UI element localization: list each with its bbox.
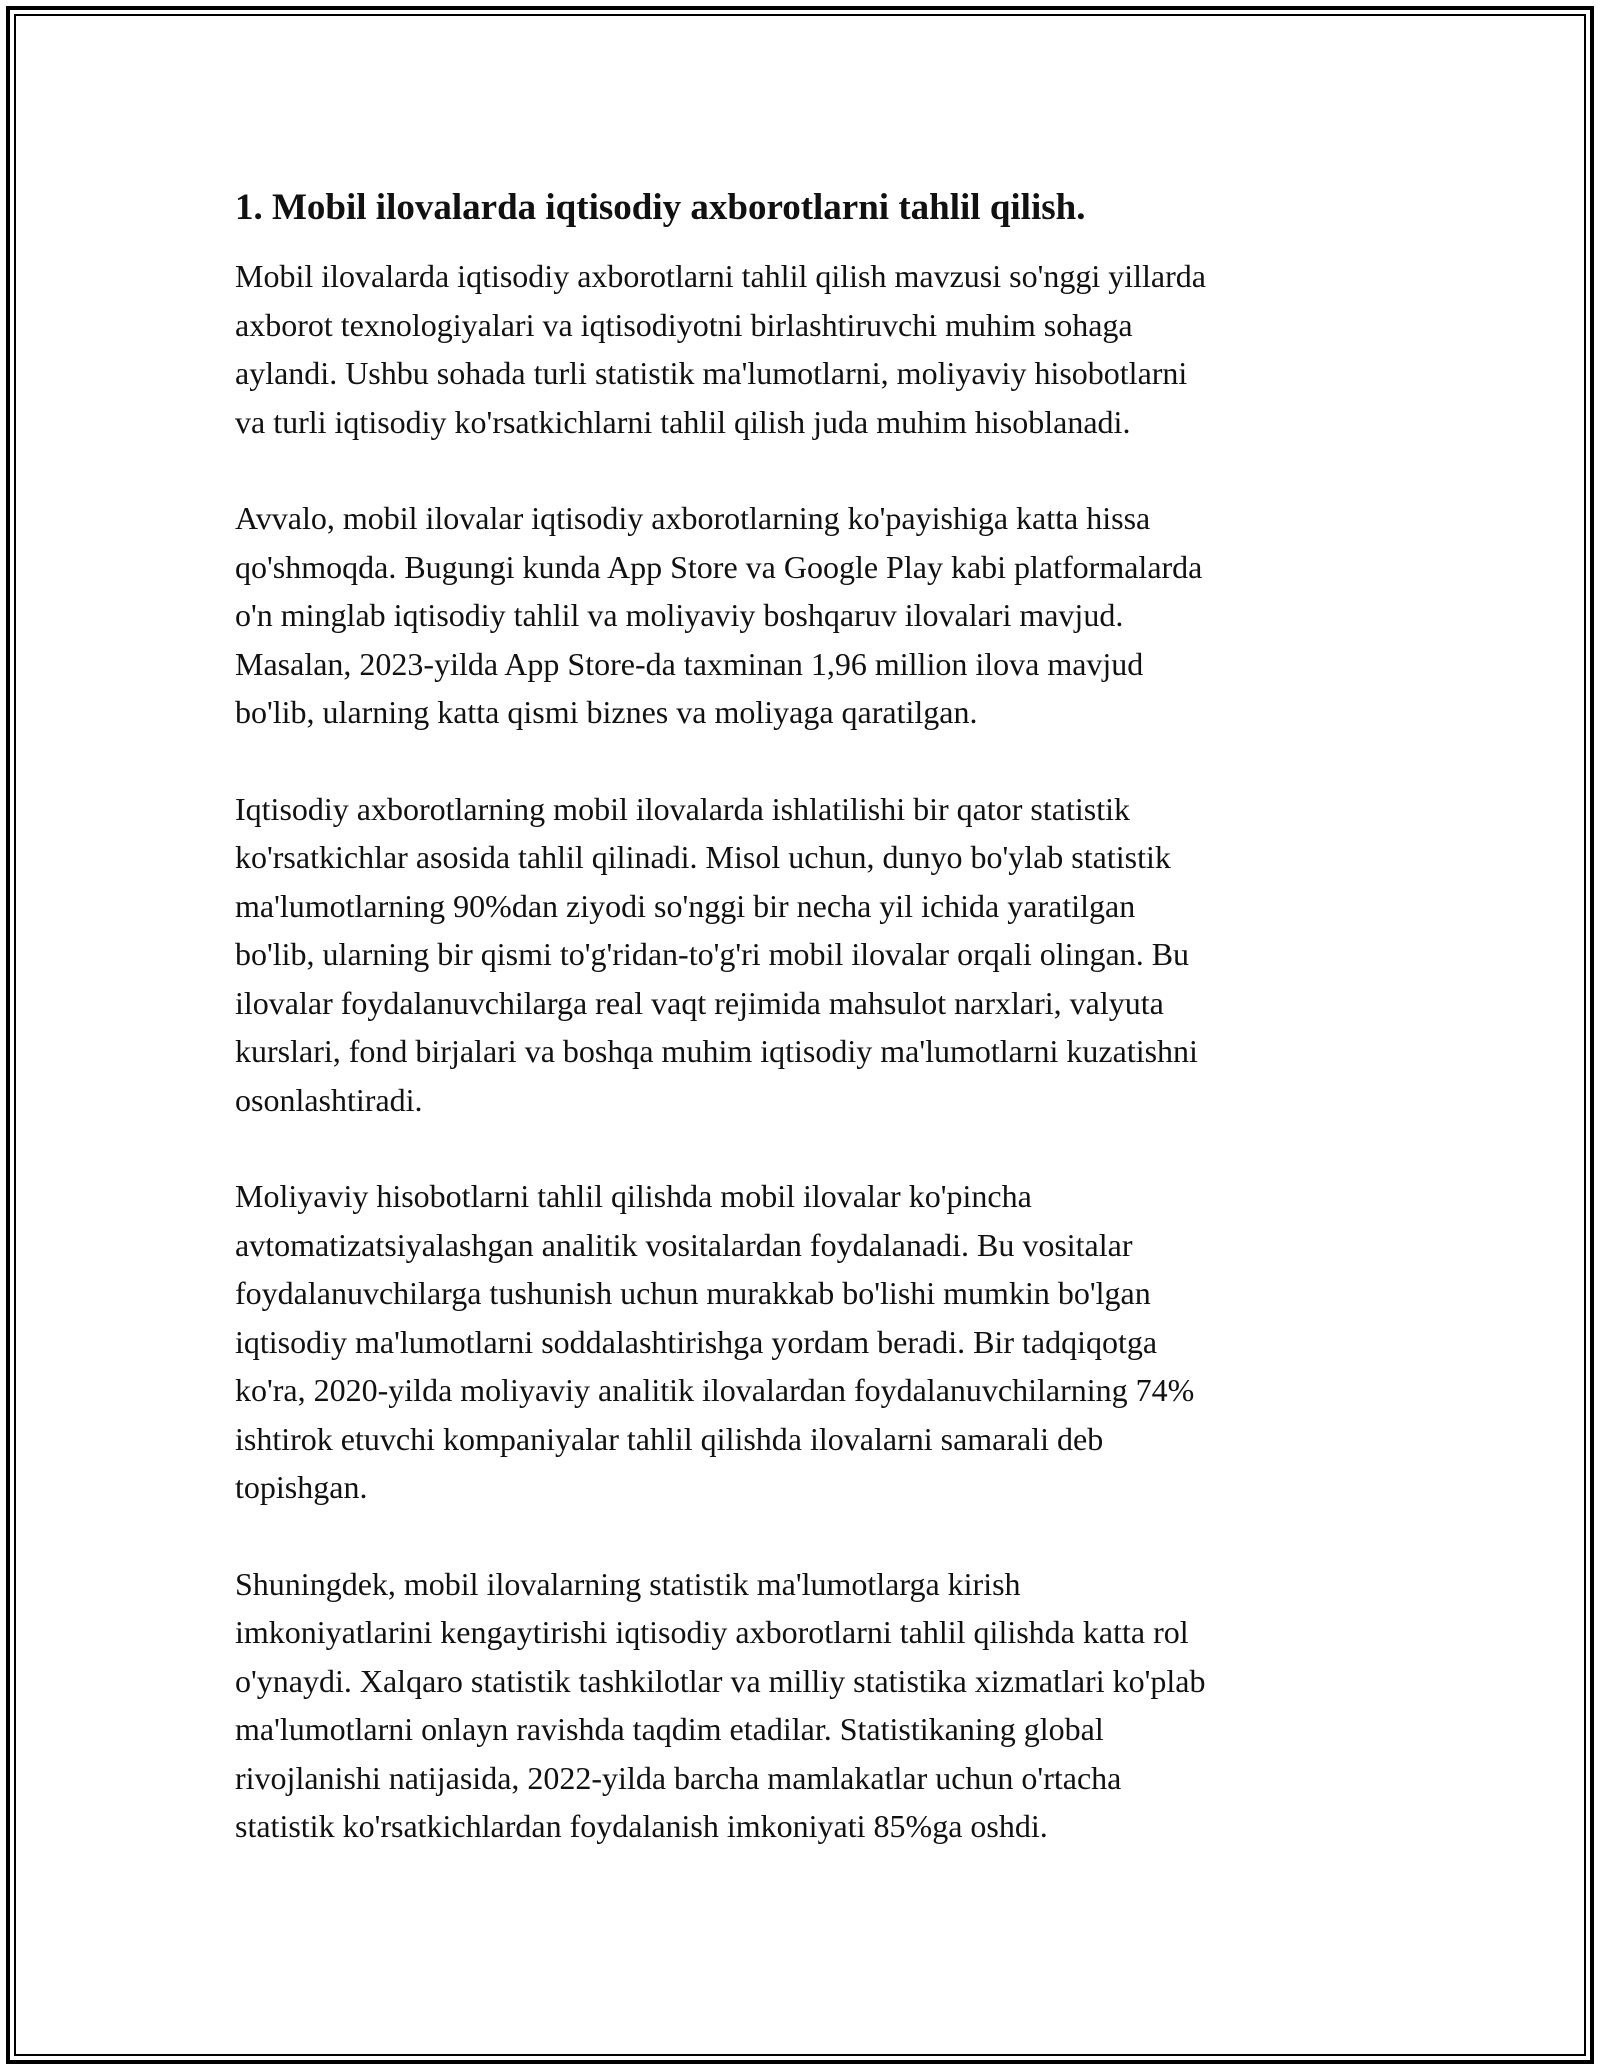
section-heading: 1. Mobil ilovalarda iqtisodiy axborotlarni tahlil qilish. bbox=[235, 187, 1086, 228]
paragraph-intro: Mobil ilovalarda iqtisodiy axborotlarni tahlil qilish mavzusi so'nggi yillarda axborot texnologiyalari va iqtisodiyotni birlashtiruvchi muhim sohaga aylandi. Ushbu sohada turli statistik ma'lumotlarni, moliyaviy hisobotlarni va turli iqtisodiy ko'rsatkichlarni tahlil qilish juda muhim hisoblanadi. bbox=[235, 258, 1206, 440]
paragraph-financial-reports: Moliyaviy hisobotlarni tahlil qilishda mobil ilovalar ko'pincha avtomatizatsiyalashgan analitik vositalardan foydalanadi. Bu vositalar foydalanuvchilarga tushunish uchun murakkab bo'lishi mumkin bo'lgan iqtisodiy ma'lumotlarni soddalashtirishga yordam beradi. Bir tadqiqotga ko'ra, 2020-yilda moliyaviy analitik ilovalardan foydalanuvchilarning 74% ishtirok etuvchi kompaniyalar tahlil qilishda ilovalarni samarali deb topishgan. bbox=[235, 1178, 1195, 1506]
document-body bbox=[235, 186, 1365, 1899]
paragraph-app-stores: Avvalo, mobil ilovalar iqtisodiy axborotlarning ko'payishiga katta hissa qo'shmoqda. Bugungi kunda App Store va Google Play kabi platformalarda o'n minglab iqtisodiy tahlil va moliyaviy boshqaruv ilovalari mavjud. Masalan, 2023-yilda App Store-da taxminan 1,96 million ilova mavjud bo'lib, ularning katta qismi biznes va moliyaga qaratilgan. bbox=[235, 500, 1203, 731]
paragraph-data-access: Shuningdek, mobil ilovalarning statistik ma'lumotlarga kirish imkoniyatlarini kengaytirishi iqtisodiy axborotlarni tahlil qilishda katta rol o'ynaydi. Xalqaro statistik tashkilotlar va milliy statistika xizmatlari ko'plab ma'lumotlarni onlayn ravishda taqdim etadilar. Statistikaning global rivojlanishi natijasida, 2022-yilda barcha mamlakatlar uchun o'rtacha statistik ko'rsatkichlardan foydalanish imkoniyati 85%ga oshdi. bbox=[235, 1565, 1206, 1845]
paragraph-statistics: Iqtisodiy axborotlarning mobil ilovalarda ishlatilishi bir qator statistik ko'rsatkichlar asosida tahlil qilinadi. Misol uchun, dunyo bo'ylab statistik ma'lumotlarning 90%dan ziyodi so'nggi bir necha yil ichida yaratilgan bo'lib, ularning bir qismi to'g'ridan-to'g'ri mobil ilovalar orqali olingan. Bu ilovalar foydalanuvchilarga real vaqt rejimida mahsulot narxlari, valyuta kurslari, fond birjalari va boshqa muhim iqtisodiy ma'lumotlarni kuzatishni osonlashtiradi. bbox=[235, 790, 1198, 1118]
